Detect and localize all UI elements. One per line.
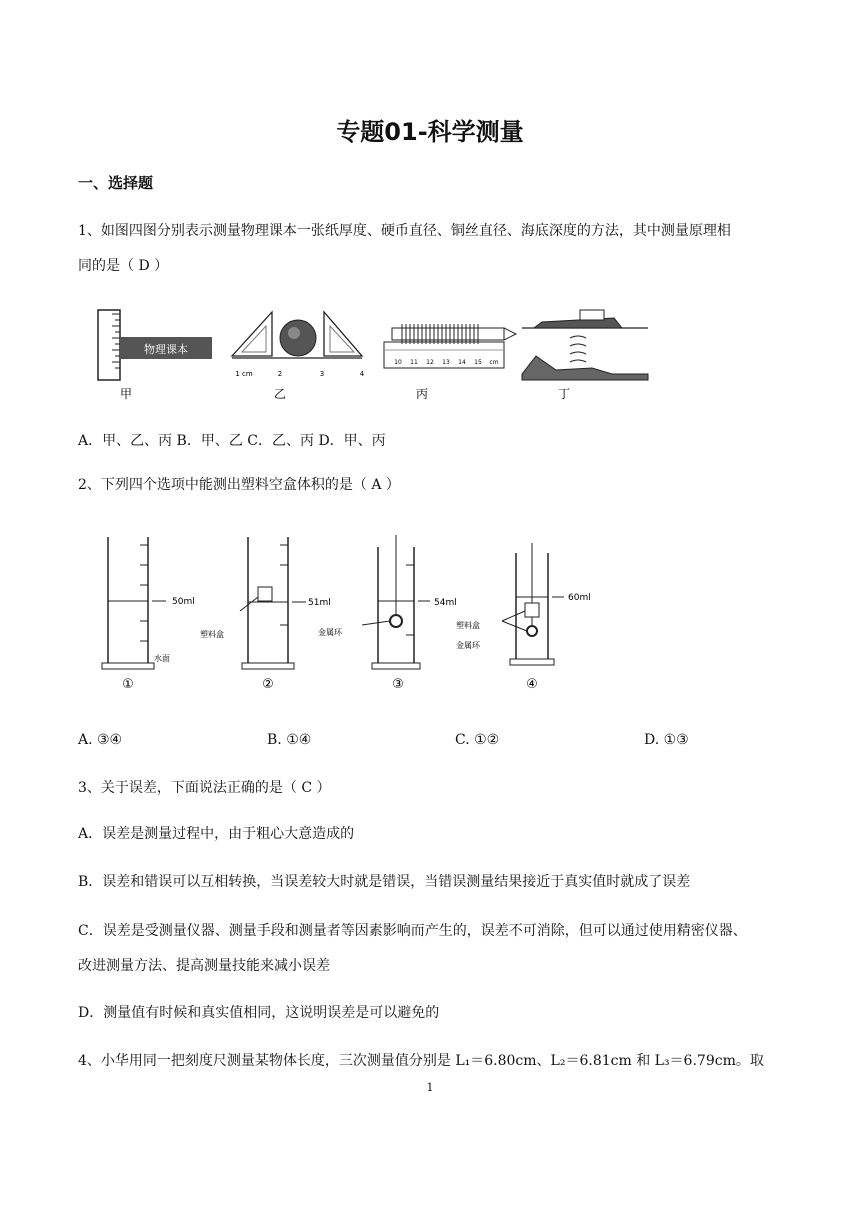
reading-2: 51ml <box>308 598 331 608</box>
q3-option-a: A．误差是测量过程中，由于粗心大意造成的 <box>78 826 355 842</box>
svg-text:3: 3 <box>319 370 325 378</box>
page-number: 1 <box>426 1081 434 1094</box>
q3-stem: 3、关于误差，下面说法正确的是（ C ） <box>78 780 331 796</box>
svg-text:11: 11 <box>410 359 418 366</box>
svg-text:15: 15 <box>474 359 482 366</box>
reading-4: 60ml <box>568 593 591 603</box>
reading-3: 54ml <box>434 598 457 608</box>
q2-stem: 2、下列四个选项中能测出塑料空盒体积的是（ A ） <box>78 477 400 493</box>
section-heading: 一、选择题 <box>78 174 154 192</box>
svg-text:2: 2 <box>277 370 283 378</box>
cylinder-4 <box>456 543 591 692</box>
fig-label-bing: 丙 <box>415 387 429 401</box>
fig-label-ding: 丁 <box>557 387 571 401</box>
q2-option-a: A. ③④ <box>78 732 123 748</box>
q4-stem: 4、小华用同一把刻度尺测量某物体长度，三次测量值分别是 L₁＝6.80cm、L₂＝6.81cm 和 L₃＝6.79cm。取 <box>78 1053 764 1069</box>
q1-fig-jia <box>98 310 212 401</box>
svg-text:10: 10 <box>394 359 402 366</box>
marker-3: ③ <box>392 677 404 692</box>
svg-text:13: 13 <box>442 359 450 366</box>
reading-1: 50ml <box>172 597 195 607</box>
q1-stem-line2: 同的是（ D ） <box>78 258 169 274</box>
page-title: 专题01-科学测量 <box>336 118 524 146</box>
svg-text:4: 4 <box>359 370 365 378</box>
q3-option-d: D．测量值有时候和真实值相同，这说明误差是可以避免的 <box>78 1005 440 1021</box>
marker-4: ④ <box>526 677 538 692</box>
svg-text:1 cm: 1 cm <box>235 370 253 378</box>
q1-fig-ding <box>522 310 648 401</box>
q1-options: A．甲、乙、丙 B．甲、乙 C．乙、丙 D．甲、丙 <box>78 433 386 449</box>
ring-label-4: 金属环 <box>456 641 480 650</box>
q2-option-c: C. ①② <box>455 732 500 748</box>
marker-2: ② <box>262 677 274 692</box>
q1-fig-yi <box>232 312 365 401</box>
q1-stem-line1: 1、如图四图分别表示测量物理课本一张纸厚度、硬币直径、铜丝直径、海底深度的方法，其中测量原理相 <box>78 223 731 239</box>
box-label-2: 塑料盒 <box>200 630 224 639</box>
svg-text:cm: cm <box>489 359 499 366</box>
fig-label-jia: 甲 <box>119 387 133 401</box>
svg-text:12: 12 <box>426 359 434 366</box>
book-label: 物理课本 <box>144 343 188 356</box>
box-label-4: 塑料盒 <box>456 621 480 630</box>
cylinder-3 <box>318 535 457 692</box>
cylinder-1 <box>102 537 195 692</box>
q1-fig-bing <box>384 324 516 401</box>
fig-label-yi: 乙 <box>273 387 287 401</box>
marker-1: ① <box>122 677 134 692</box>
q2-option-d: D. ①③ <box>644 732 689 748</box>
q3-option-c-line2: 改进测量方法、提高测量技能来减小误差 <box>78 958 330 974</box>
water-label: 水面 <box>154 654 170 663</box>
cylinder-2 <box>200 537 331 692</box>
q1-figure <box>92 300 652 405</box>
svg-text:14: 14 <box>458 359 466 366</box>
ring-label-3: 金属环 <box>318 628 342 637</box>
q2-option-b: B. ①④ <box>267 732 312 748</box>
q3-option-c-line1: C．误差是受测量仪器、测量手段和测量者等因素影响而产生的，误差不可消除，但可以通过使用精密仪器、 <box>78 923 747 939</box>
q3-option-b: B．误差和错误可以互相转换，当误差较大时就是错误，当错误测量结果接近于真实值时就成了误差 <box>78 874 691 890</box>
q2-figure <box>100 525 620 695</box>
